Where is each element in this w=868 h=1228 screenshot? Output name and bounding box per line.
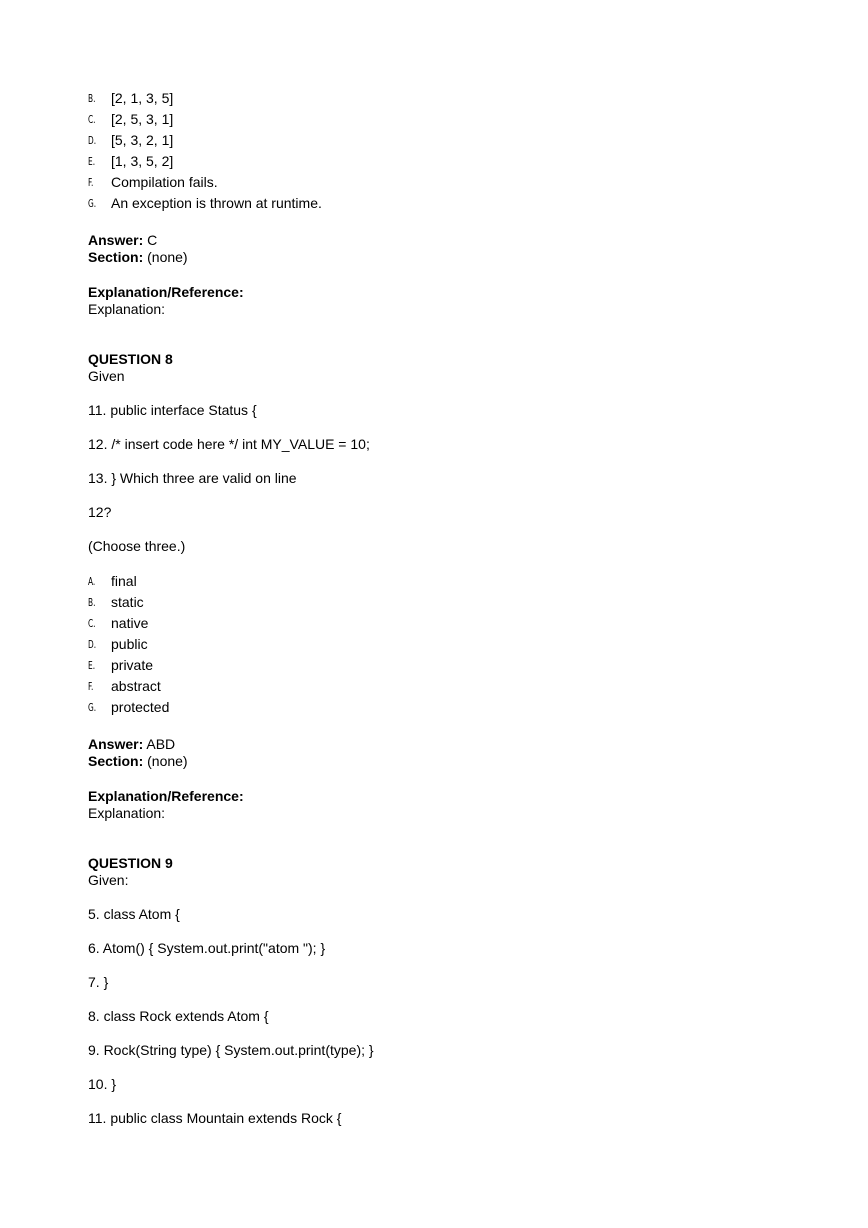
q8-code-line: 12? [88,504,112,520]
option-letter: E. [88,155,96,168]
q7-option-b [88,88,788,109]
q9-code-line: 7. } [88,974,109,990]
q8-option-c [88,613,788,634]
q9-code-line: 5. class Atom { [88,906,180,922]
q7-section [88,249,788,266]
q9-intro: Given: [88,872,129,888]
q8-option-g [88,697,788,718]
option-letter: D. [88,638,97,651]
q8-choose-instruction: (Choose three.) [88,538,186,554]
q7-explanation-text: Explanation: [88,301,166,317]
answer-label: Answer: [88,232,144,248]
option-text: [1, 3, 5, 2] [111,153,174,169]
option-text: public [111,636,148,652]
option-text: [2, 1, 3, 5] [111,90,174,106]
q9-title: QUESTION 9 [88,855,173,871]
q8-option-a [88,571,788,592]
option-letter: C. [88,617,96,630]
section-value: (none) [143,753,188,769]
section-value: (none) [143,249,188,265]
q8-section [88,753,788,770]
q8-explanation-text: Explanation: [88,805,166,821]
q9-code-line: 11. public class Mountain extends Rock { [88,1110,342,1126]
q8-options-list [88,571,788,718]
q9-code-line: 6. Atom() { System.out.print("atom "); } [88,940,326,956]
q8-option-e [88,655,788,676]
answer-label: Answer: [88,736,144,752]
q8-code-line: 12. /* insert code here */ int MY_VALUE = 10; [88,436,370,452]
q7-answer [88,232,788,249]
section-label: Section: [88,249,144,265]
option-letter: G. [88,701,97,714]
q8-code-line: 13. } Which three are valid on line [88,470,297,486]
document-page [88,88,788,1127]
option-text: Compilation fails. [111,174,218,190]
option-letter: F. [88,176,94,189]
q8-intro: Given [88,368,125,384]
q9-code-line: 10. } [88,1076,117,1092]
option-letter: B. [88,92,96,105]
option-text: native [111,615,149,631]
q8-code-line: 11. public interface Status { [88,402,257,418]
option-text: static [111,594,144,610]
q8-option-d [88,634,788,655]
option-text: An exception is thrown at runtime. [111,195,322,211]
option-text: abstract [111,678,161,694]
answer-value: C [143,232,158,248]
option-text: protected [111,699,170,715]
q8-explanation-heading: Explanation/Reference: [88,788,244,804]
q9-code-line: 8. class Rock extends Atom { [88,1008,269,1024]
option-letter: D. [88,134,97,147]
option-text: final [111,573,137,589]
q7-options-list [88,88,788,214]
section-label: Section: [88,753,144,769]
option-letter: E. [88,659,96,672]
option-letter: F. [88,680,94,693]
q7-option-d [88,130,788,151]
q7-option-c [88,109,788,130]
q8-title: QUESTION 8 [88,351,173,367]
option-text: private [111,657,154,673]
option-letter: G. [88,197,97,210]
option-text: [2, 5, 3, 1] [111,111,174,127]
q7-explanation-heading: Explanation/Reference: [88,284,244,300]
q7-option-e [88,151,788,172]
q7-option-f [88,172,788,193]
q8-option-f [88,676,788,697]
option-letter: B. [88,596,96,609]
q9-code-line: 9. Rock(String type) { System.out.print(type); } [88,1042,374,1058]
option-text: [5, 3, 2, 1] [111,132,174,148]
q7-option-g [88,193,788,214]
answer-value: ABD [143,736,176,752]
option-letter: C. [88,113,96,126]
q8-answer [88,736,788,753]
option-letter: A. [88,575,96,588]
q8-option-b [88,592,788,613]
